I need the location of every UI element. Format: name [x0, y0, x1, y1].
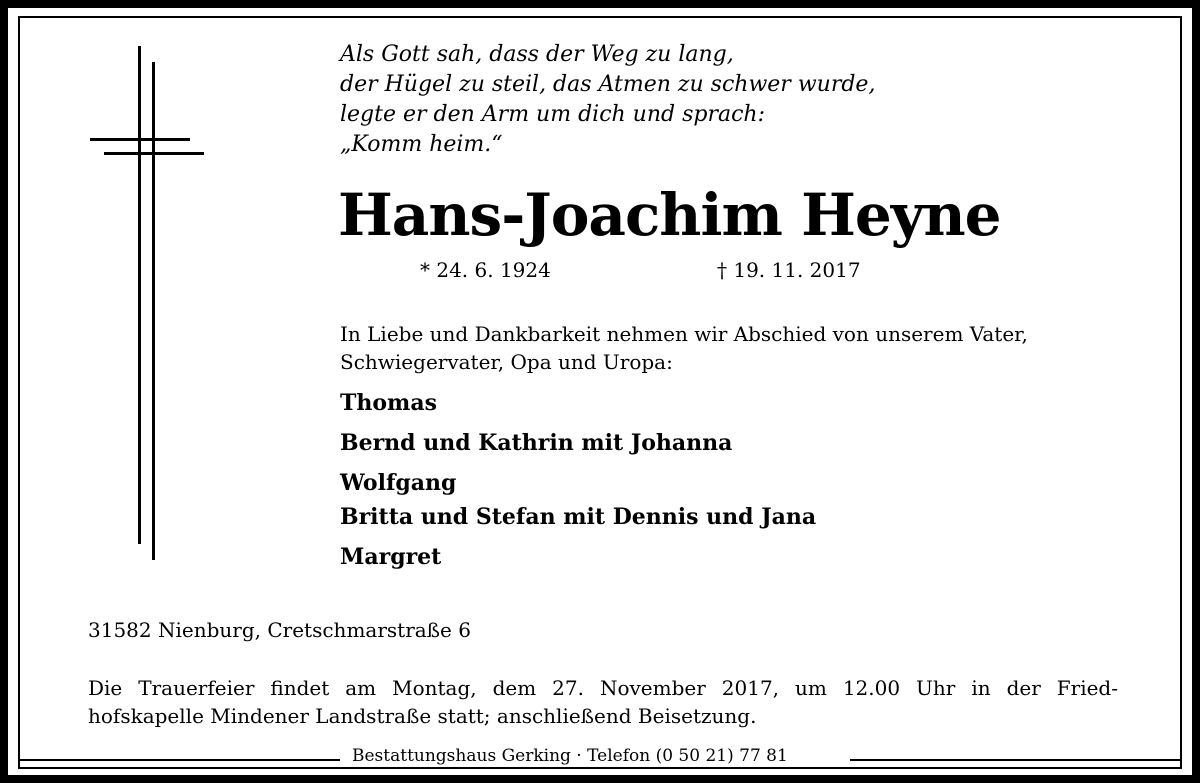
deceased-name: Hans-Joachim Heyne	[338, 181, 1001, 249]
death-date: † 19. 11. 2017	[717, 258, 861, 282]
family-member: Britta und Stefan mit Dennis und Jana	[340, 504, 817, 530]
cross-vertical-bar-2	[152, 62, 155, 560]
footer-rule-right	[850, 759, 1182, 761]
family-member: Thomas	[340, 390, 437, 416]
ceremony-line: hofskapelle Mindener Landstraße statt; anschließend Beisetzung.	[88, 704, 757, 728]
footer-rule-left	[18, 759, 340, 761]
cross-vertical-bar-1	[138, 46, 141, 544]
farewell-text: In Liebe und Dankbarkeit nehmen wir Abschied von unserem Vater, Schwiegervater, Opa und Uropa:	[340, 322, 1028, 374]
poem	[340, 40, 875, 160]
ceremony-notice	[88, 674, 1118, 730]
poem-line: „Komm heim.“	[340, 132, 503, 157]
birth-date: * 24. 6. 1924	[420, 258, 551, 282]
address: 31582 Nienburg, Cretschmarstraße 6	[88, 618, 471, 642]
cross-horizontal-bar-1	[90, 138, 190, 141]
poem-line: Als Gott sah, dass der Weg zu lang,	[340, 42, 734, 67]
funeral-home-footer: Bestattungshaus Gerking · Telefon (0 50 21) 77 81	[352, 746, 788, 766]
poem-line: der Hügel zu steil, das Atmen zu schwer wurde,	[340, 72, 876, 97]
ceremony-line: Die Trauerfeier findet am Montag, dem 27. November 2017, um 12.00 Uhr in der Fried-	[88, 676, 1118, 700]
family-member: Margret	[340, 544, 442, 570]
poem-line: legte er den Arm um dich und sprach:	[340, 102, 765, 127]
family-member: Wolfgang	[340, 470, 457, 496]
cross-horizontal-bar-2	[104, 152, 204, 155]
family-member: Bernd und Kathrin mit Johanna	[340, 430, 733, 456]
